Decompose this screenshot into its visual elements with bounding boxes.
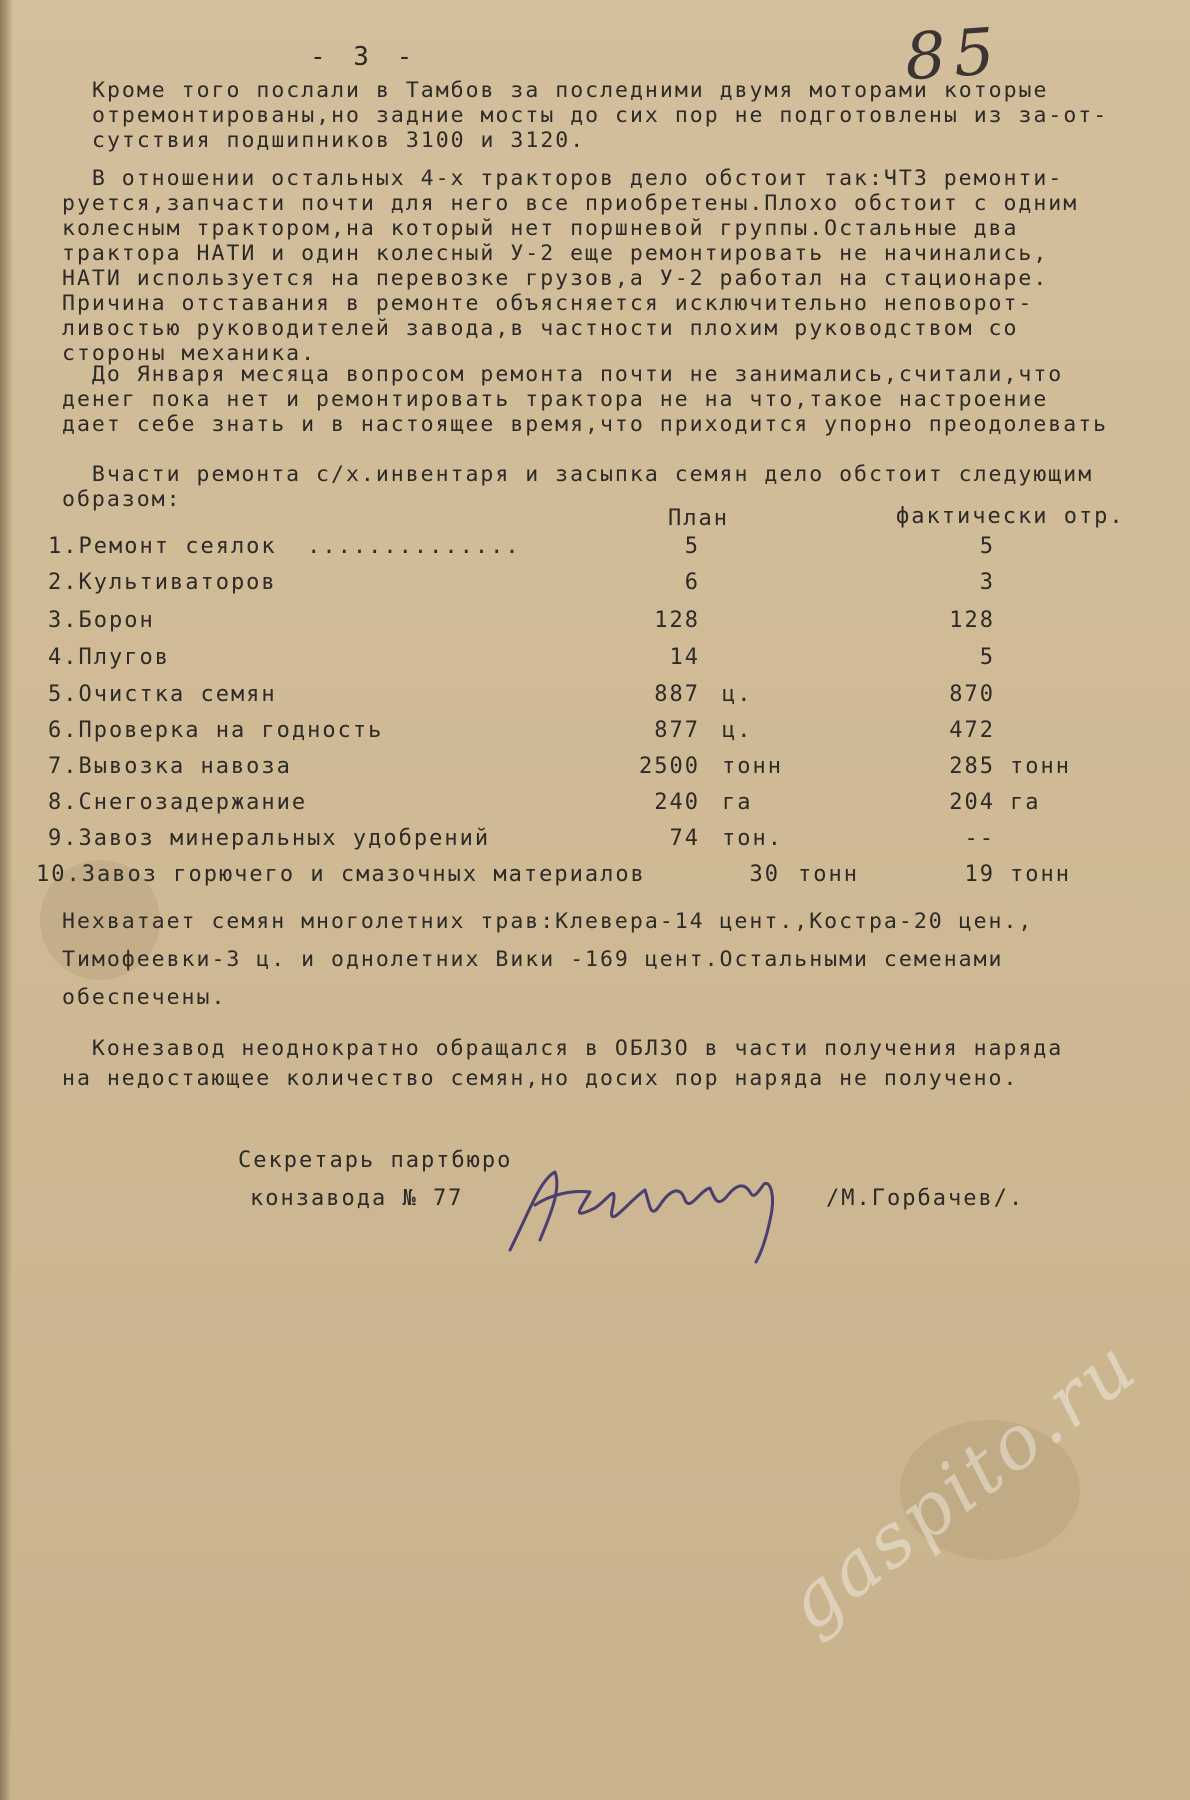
row-fact: -- [964, 826, 995, 851]
row-plan: 14 [669, 645, 700, 670]
row-fact-unit: тонн [1010, 754, 1071, 779]
table-row [0, 645, 1190, 675]
row-plan: 30 [749, 862, 780, 887]
row-item: 10.Завоз горючего и смазочных материалов [36, 862, 646, 887]
watermark: gaspito.ru [770, 1321, 1154, 1648]
row-item: 4.Плугов [48, 645, 170, 670]
paragraph-seed-shortage: Нехватает семян многолетних трав:Клевера-14 цент.,Костра-20 цен., Тимофеевки-3 ц. и однолетних Вики -169 цент.Остальными семенами обеспечены. [62, 909, 1034, 1010]
row-fact: 5 [979, 645, 995, 670]
table-row [0, 570, 1190, 600]
row-plan-unit: тонн [722, 754, 783, 779]
paragraph-inventory-intro: Вчасти ремонта с/х.инвентаря и засыпка семян дело обстоит следующим образом: [62, 462, 1094, 512]
table-row [0, 682, 1190, 712]
row-plan-unit: ц. [722, 682, 753, 707]
row-item: 7.Вывозка навоза [48, 754, 292, 779]
page-edge [0, 0, 12, 1800]
table-row [0, 608, 1190, 638]
row-plan-unit: га [722, 790, 753, 815]
row-fact: 19 [964, 862, 995, 887]
row-plan: 128 [654, 608, 700, 633]
table-row [0, 718, 1190, 748]
row-fact: 5 [979, 534, 995, 559]
table-header-plan: План [668, 506, 729, 531]
signatory-title: Секретарь партбюро [238, 1148, 513, 1173]
row-plan: 2500 [639, 754, 700, 779]
row-item: 1.Ремонт сеялок .............. [48, 534, 521, 559]
paragraph-tambov-motors: Кроме того послали в Тамбов за последними двумя моторами которые отремонтированы,но задние мосты до сих пор не подготовлены из за-от- сутствия подшипников 3100 и 3120. [92, 78, 1109, 153]
paragraph-oblzo-request: Конезавод неоднократно обращался в ОБЛЗО в части получения наряда на недостающее количество семян,но досих пор наряда не получено. [62, 1036, 1064, 1091]
table-row [0, 826, 1190, 856]
row-fact-unit: тонн [1010, 862, 1071, 887]
row-plan: 887 [654, 682, 700, 707]
archive-number: 85 [902, 14, 1005, 96]
table-row [0, 754, 1190, 784]
row-item: 8.Снегозадержание [48, 790, 308, 815]
row-fact: 3 [979, 570, 995, 595]
signatory-name: /М.Горбачев/. [826, 1186, 1025, 1211]
row-fact: 204 [949, 790, 995, 815]
table-header-fact: фактически отр. [896, 504, 1125, 529]
page-number: - 3 - [310, 42, 419, 72]
table-row [0, 790, 1190, 820]
row-fact: 870 [949, 682, 995, 707]
row-item: 5.Очистка семян [48, 682, 277, 707]
handwritten-signature [500, 1150, 820, 1270]
table-row [0, 862, 1190, 892]
row-item: 6.Проверка на годность [48, 718, 384, 743]
row-plan: 240 [654, 790, 700, 815]
row-fact-unit: га [1010, 790, 1041, 815]
row-fact: 128 [949, 608, 995, 633]
table-row [0, 534, 1190, 564]
row-item: 9.Завоз минеральных удобрений [48, 826, 491, 851]
paragraph-tractors-status: В отношении остальных 4-х тракторов дело обстоит так:ЧТЗ ремонти- руется,запчасти почти для него все приобретены.Плохо обстоит с одним колесным трактором,на который нет поршневой группы.Остальные два трактора НАТИ и один колесный У-2 еще ремонтировать не начинались, НАТИ используется на перевозке грузов,а У-2 работал на стационаре. Причина отставания в ремонте объясняется исключительно неповорот- ливостью руководителей завода,в частности плохим руководством со стороны механика. [62, 166, 1079, 366]
row-plan: 6 [684, 570, 700, 595]
row-plan: 74 [669, 826, 700, 851]
row-plan: 877 [654, 718, 700, 743]
row-item: 2.Культиваторов [48, 570, 277, 595]
row-plan-unit: тон. [722, 826, 783, 851]
row-plan-unit: тонн [798, 862, 859, 887]
row-fact: 285 [949, 754, 995, 779]
row-item: 3.Борон [48, 608, 155, 633]
row-plan-unit: ц. [722, 718, 753, 743]
signatory-organization: конзавода № 77 [250, 1186, 464, 1211]
row-fact: 472 [949, 718, 995, 743]
paragraph-january-repair: До Января месяца вопросом ремонта почти не занимались,считали,что денег пока нет и ремонтировать трактора не на что,такое настроение дает себе знать и в настоящее время,что приходится упорно преодолевать [62, 362, 1109, 437]
row-plan: 5 [684, 534, 700, 559]
